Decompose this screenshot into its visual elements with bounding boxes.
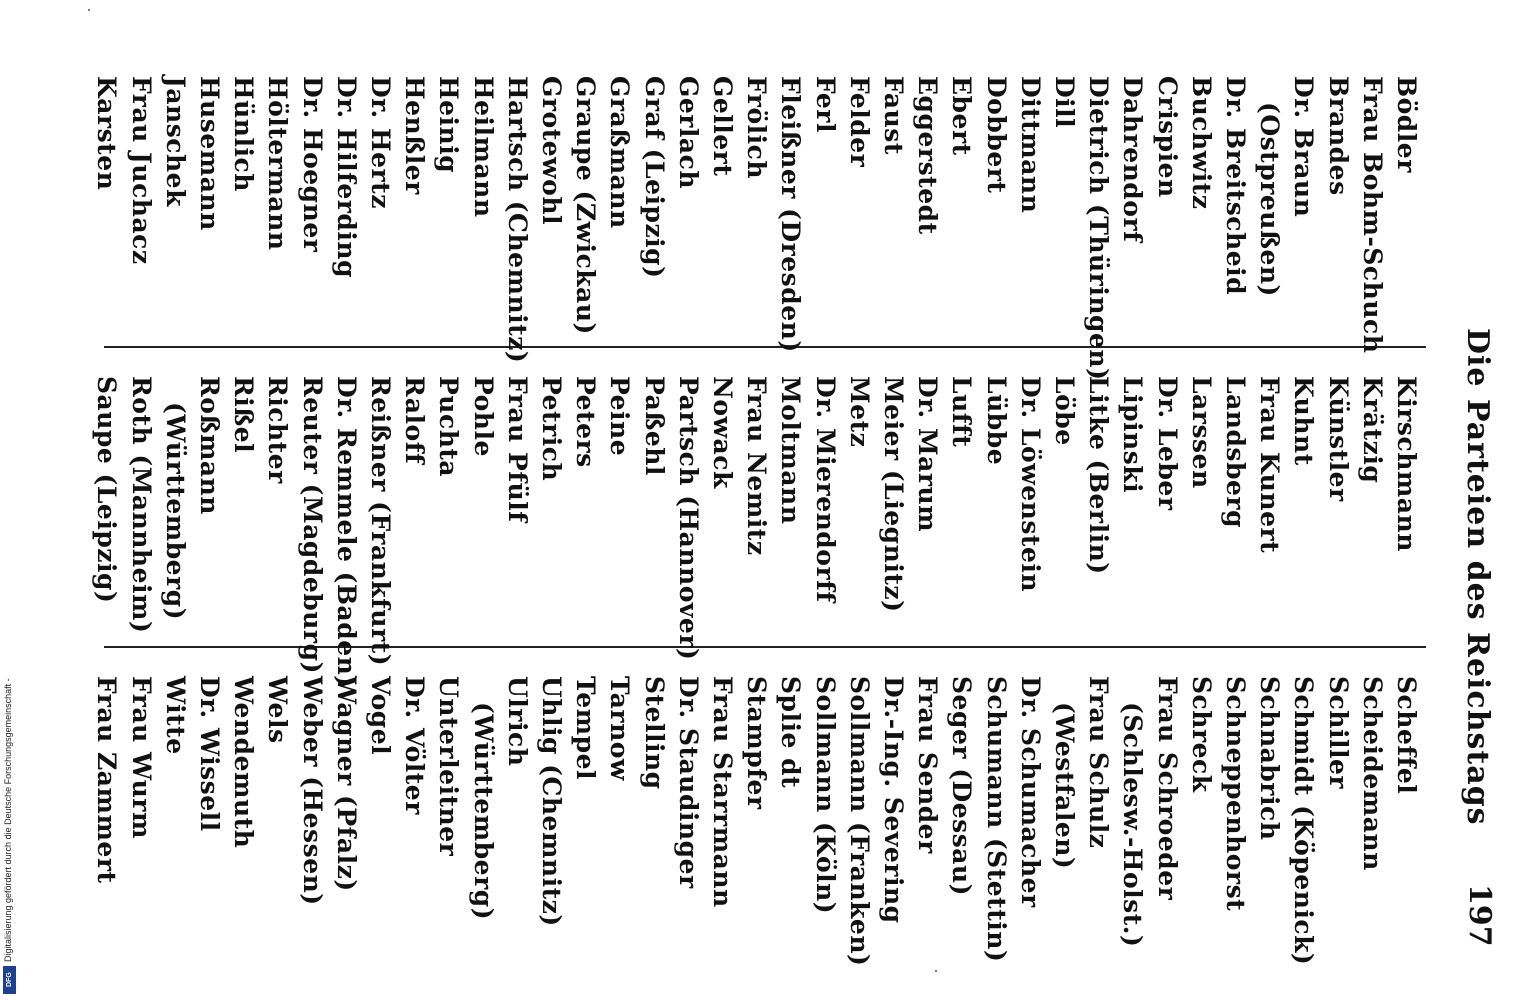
name-entry: Eggerstedt <box>913 76 943 235</box>
name-entry: Dietrich (Thüringen) <box>1084 76 1114 381</box>
name-entry: Rißel <box>229 376 259 454</box>
digitization-credit: Digitalisierung gefördert durch die Deutsche Forschungsgemeinschaft - <box>3 678 13 962</box>
name-entry: Dr. Remmele (Baden) <box>331 376 361 688</box>
name-entry: Schmidt (Köpenick) <box>1289 676 1319 966</box>
name-entry: Dr. Staudinger <box>673 676 703 889</box>
name-entry: Stampfer <box>742 676 772 810</box>
name-entry: Sollmann (Franken) <box>844 676 874 967</box>
name-entry: Reißner (Frankfurt) <box>366 376 395 667</box>
name-entry: Lufft <box>947 376 977 448</box>
name-entry: Frau Nemitz <box>742 376 772 556</box>
name-entry: Wendemuth <box>229 676 259 849</box>
name-entry: Richter <box>263 376 293 484</box>
name-entry: (Ostpreußen) <box>1255 102 1285 297</box>
name-entry: Husemann <box>195 76 224 231</box>
name-entry: Dahrendorf <box>1118 76 1148 243</box>
name-entry: Hünlich <box>229 76 259 192</box>
name-entry: Peters <box>571 376 601 468</box>
name-entry: Frau Wurm <box>126 676 156 839</box>
name-entry: Dr.-Ing. Severing <box>879 676 908 924</box>
name-entry: Dr. Mierendorff <box>810 376 840 603</box>
name-entry: Stelling <box>639 676 669 790</box>
name-entry: Sollmann (Köln) <box>810 676 840 915</box>
name-entry: Löbe <box>1050 376 1079 446</box>
name-entry: Henßler <box>400 76 430 195</box>
name-entry: Seger (Dessau) <box>947 676 977 896</box>
name-entry: Metz <box>844 376 874 448</box>
name-entry: Tempel <box>571 676 601 780</box>
name-entry: Reuter (Magdeburg) <box>297 376 327 674</box>
name-entry: Buchwitz <box>1186 76 1216 210</box>
name-entry: Schneppenhorst <box>1221 676 1250 912</box>
name-entry: Raloff <box>400 376 430 465</box>
name-entry: Ulrich <box>502 676 532 767</box>
name-entry: Gellert <box>708 76 737 177</box>
name-entry: Dr. Breitscheid <box>1221 76 1250 296</box>
name-entry: Dill <box>1050 76 1079 129</box>
name-entry: Frau Schroeder <box>1152 676 1182 901</box>
scan-speck <box>88 9 90 11</box>
name-entry: Dr. Wissell <box>195 676 224 832</box>
name-entry: Schreck <box>1186 676 1216 793</box>
name-entry: Bödler <box>1392 76 1421 173</box>
name-entry: Frau Kunert <box>1255 376 1285 554</box>
name-entry: Landsberg <box>1221 376 1250 529</box>
name-entry: (Schlesw.-Holst.) <box>1118 702 1148 948</box>
name-entry: Dr. Marum <box>913 376 943 533</box>
name-entry: (Westfalen) <box>1050 702 1079 870</box>
name-entry: Ebert <box>947 76 977 156</box>
page-header-title: Die Parteien des Reichstags <box>1460 328 1495 826</box>
name-entry: Heilmann <box>468 76 498 218</box>
name-entry: Dr. Hertz <box>366 76 395 209</box>
name-entry: Unterleitner <box>434 676 464 857</box>
name-entry: Moltmann <box>776 376 806 525</box>
name-entry: Janschek <box>160 76 190 207</box>
name-entry: Puchta <box>434 376 464 478</box>
name-entry: Scheidemann <box>1357 676 1387 871</box>
name-entry: Partsch (Hannover) <box>673 376 703 661</box>
name-entry: Ferl <box>810 76 840 133</box>
name-entry: Paßehl <box>639 376 669 476</box>
name-entry: Pohle <box>468 376 498 457</box>
name-entry: Dittmann <box>1015 76 1045 214</box>
name-entry: Meier (Liegnitz) <box>879 376 908 613</box>
name-entry: Roth (Mannheim) <box>126 376 156 634</box>
name-entry: (Württemberg) <box>160 402 190 621</box>
name-entry: Frau Juchacz <box>126 76 156 265</box>
name-entry: Gerlach <box>673 76 703 190</box>
name-entry: Larssen <box>1186 376 1216 489</box>
name-entry: Fleißner (Dresden) <box>776 76 806 353</box>
name-entry: Karsten <box>92 76 122 191</box>
name-entry: Uhlig (Chemnitz) <box>537 676 566 927</box>
name-entry: Petrich <box>537 376 566 482</box>
name-entry: Schumann (Stettin) <box>981 676 1011 963</box>
name-entry: Crispien <box>1152 76 1182 198</box>
name-entry: Dr. Leber <box>1152 376 1182 511</box>
name-entry: Roßmann <box>195 376 224 515</box>
name-entry: Krätzig <box>1357 376 1387 484</box>
name-entry: Dr. Löwenstein <box>1015 376 1045 593</box>
name-entry: Peine <box>605 376 635 457</box>
name-entry: Felder <box>844 76 874 168</box>
name-entry: Witte <box>160 676 190 755</box>
name-entry: Frau Starrmann <box>708 676 737 908</box>
name-entry: Grotewohl <box>537 76 566 226</box>
name-entry: Frau Bohm-Schuch <box>1357 76 1387 354</box>
name-entry: Hartsch (Chemnitz) <box>502 76 532 364</box>
name-entry: Frau Pfülf <box>502 376 532 523</box>
name-entry: Weber (Hessen) <box>297 676 327 906</box>
name-entry: Brandes <box>1323 76 1353 196</box>
name-entry: Graupe (Zwickau) <box>571 76 601 335</box>
name-entry: Wels <box>263 676 293 744</box>
column-divider-1 <box>104 346 1426 348</box>
name-entry: Dr. Schumacher <box>1015 676 1045 908</box>
name-entry: Vogel <box>366 676 395 756</box>
name-entry: Scheffel <box>1392 676 1421 795</box>
name-entry: Frau Sender <box>913 676 943 854</box>
name-entry: Tarnow <box>605 676 635 781</box>
name-entry: Dobbert <box>981 76 1011 194</box>
name-entry: Frau Schulz <box>1084 676 1114 849</box>
name-entry: Frau Zammert <box>92 676 122 884</box>
name-entry: Höltermann <box>263 76 293 251</box>
name-entry: Künstler <box>1323 376 1353 502</box>
name-entry: Wagner (Pfalz) <box>331 676 361 892</box>
name-entry: Kuhnt <box>1289 376 1319 466</box>
name-entry: Splie dt <box>776 676 806 789</box>
name-entry: Kirschmann <box>1392 376 1421 552</box>
scan-speck <box>935 970 937 972</box>
name-entry: Dr. Braun <box>1289 76 1319 218</box>
page-number: 197 <box>1462 884 1497 947</box>
name-entry: Lübbe <box>981 376 1011 466</box>
name-entry: Graf (Leipzig) <box>639 76 669 279</box>
name-entry: Heinig <box>434 76 464 174</box>
name-entry: (Württemberg) <box>468 702 498 921</box>
name-entry: Graßmann <box>605 76 635 229</box>
name-entry: Faust <box>879 76 908 155</box>
name-entry: Schnabrich <box>1255 676 1285 841</box>
name-entry: Dr. Völter <box>400 676 430 815</box>
name-entry: Frölich <box>742 76 772 180</box>
dfg-logo: DFG <box>3 966 16 994</box>
name-entry: Schiller <box>1323 676 1353 790</box>
name-entry: Saupe (Leipzig) <box>92 376 122 604</box>
name-entry: Lipinski <box>1118 376 1148 494</box>
name-entry: Dr. Hilferding <box>331 76 361 279</box>
name-entry: Litke (Berlin) <box>1084 376 1114 575</box>
name-entry: Nowack <box>708 376 737 489</box>
name-entry: Dr. Hoegner <box>297 76 327 253</box>
